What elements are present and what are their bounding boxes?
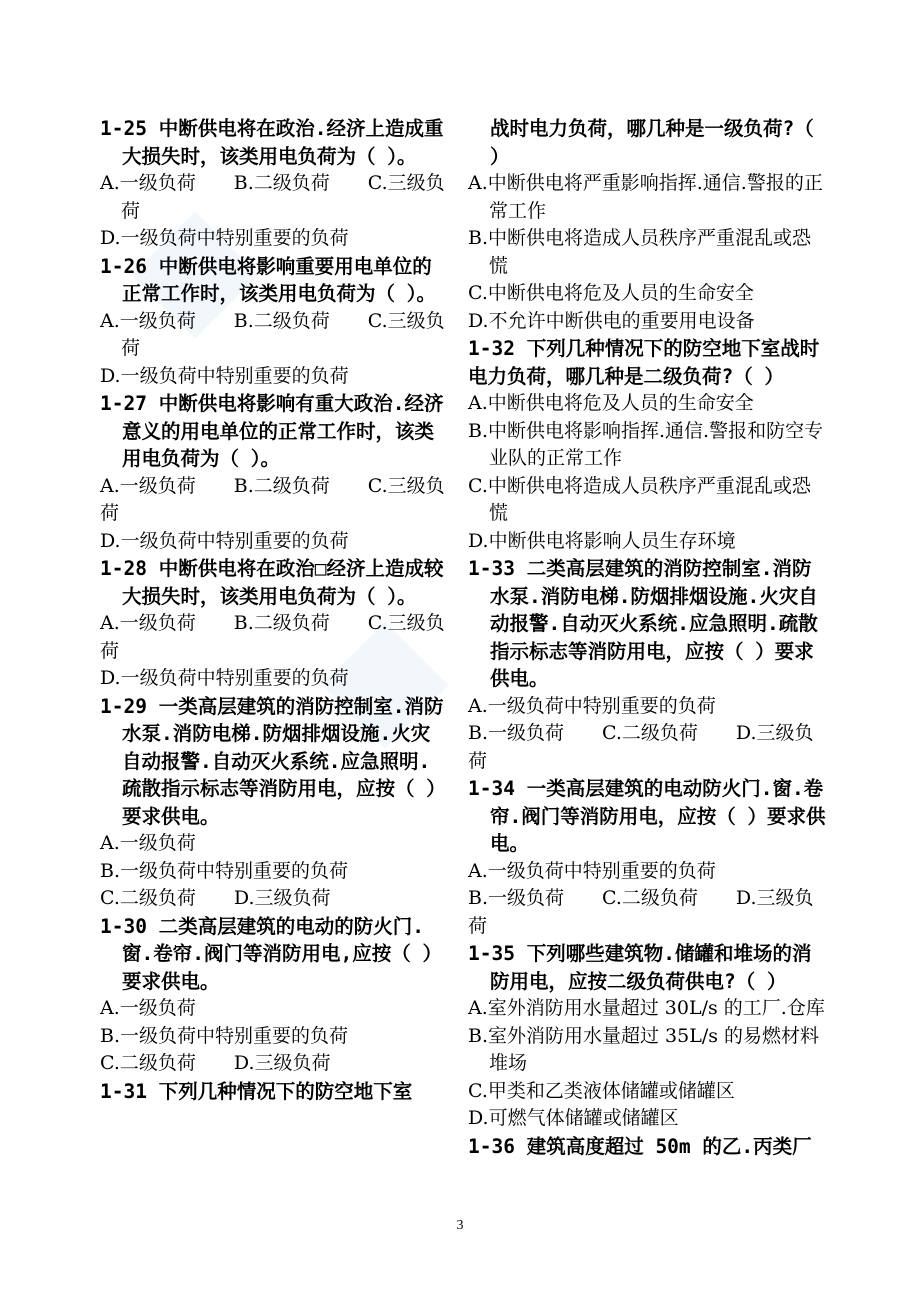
answer-option: A.一级负荷中特别重要的负荷 (468, 859, 716, 882)
answer-option: D.中断供电将影响人员生存环境 (468, 529, 736, 552)
question-text: 战时电力负荷，哪几种是一级负荷?（ ） (490, 117, 814, 168)
answer-option: C.中断供电将造成人员秩序严重混乱或恐慌 (468, 474, 811, 524)
answer-option: A.一级负荷 B.二级负荷 C.三级负荷 (100, 172, 445, 222)
answer-option: D.一级负荷中特别重要的负荷 (100, 364, 349, 387)
question-text: 1-28 中断供电将在政治□经济上造成较大损失时，该类用电负荷为（ ）。 (100, 557, 444, 608)
answer-option: B.一级负荷中特别重要的负荷 (100, 1024, 349, 1047)
question-text: 1-30 二类高层建筑的电动的防火门.窗.卷帘.阀门等消防用电,应按（ ）要求供电。 (100, 914, 442, 993)
page-number: 3 (456, 1218, 464, 1233)
answer-option: B.一级负荷 C.二级负荷 D.三级负荷 (468, 722, 814, 772)
answer-option: D.一级负荷中特别重要的负荷 (100, 227, 349, 249)
right-column (468, 115, 828, 1160)
answer-option: A.一级负荷 B.二级负荷 C.三级负荷 (100, 612, 445, 662)
question-text: 1-34 一类高层建筑的电动防火门.窗.卷帘.阀门等消防用电，应按（ ）要求供电。 (468, 777, 826, 855)
answer-option: B.室外消防用水量超过 35L/s 的易燃材料堆场 (468, 1024, 820, 1074)
answer-option: C.中断供电将危及人员的生命安全 (468, 282, 754, 304)
question-text: 1-35 下列哪些建筑物.储罐和堆场的消防用电，应按二级负荷供电?（ ） (468, 942, 812, 993)
answer-option: C.二级负荷 D.三级负荷 (100, 1052, 331, 1074)
question-text: 1-27 中断供电将影响有重大政治.经济意义的用电单位的正常工作时，该类用电负荷为（ ）。 (100, 392, 444, 470)
answer-option: B.中断供电将造成人员秩序严重混乱或恐慌 (468, 227, 812, 277)
answer-option: D.可燃气体储罐或储罐区 (468, 1107, 679, 1129)
answer-option: A.中断供电将严重影响指挥.通信.警报的正常工作 (468, 172, 823, 222)
answer-option: D.一级负荷中特别重要的负荷 (100, 529, 349, 552)
question-text: 1-29 一类高层建筑的消防控制室.消防水泵.消防电梯.防烟排烟设施.火灾自动报警.自动灭火系统.应急照明.疏散指示标志等消防用电，应按（ ）要求供电。 (100, 694, 444, 828)
answer-option: C.二级负荷 D.三级负荷 (100, 887, 331, 909)
question-text: 1-33 二类高层建筑的消防控制室.消防水泵.消防电梯.防烟排烟设施.火灾自动报警.自动灭火系统.应急照明.疏散指示标志等消防用电，应按（ ）要求供电。 (468, 557, 818, 690)
question-text: 1-32 下列几种情况下的防空地下室战时电力负荷，哪几种是二级负荷?（ ） (468, 337, 820, 388)
answer-option: A.一级负荷 B.二级负荷 C.三级负荷 (100, 474, 445, 524)
answer-option: D.不允许中断供电的重要用电设备 (468, 309, 755, 332)
question-text: 1-26 中断供电将影响重要用电单位的正常工作时，该类用电负荷为（ ）。 (100, 254, 436, 305)
question-text: 1-31 下列几种情况下的防空地下室 (100, 1079, 413, 1103)
left-column (100, 115, 445, 1105)
question-text: 1-25 中断供电将在政治.经济上造成重大损失时，该类用电负荷为（ ）。 (100, 117, 444, 168)
answer-option: B.一级负荷中特别重要的负荷 (100, 859, 349, 882)
answer-option: A.中断供电将危及人员的生命安全 (468, 392, 754, 414)
answer-option: C.甲类和乙类液体储罐或储罐区 (468, 1079, 735, 1102)
answer-option: A.一级负荷 (100, 997, 196, 1019)
answer-option: A.室外消防用水量超过 30L/s 的工厂.仓库 (468, 997, 825, 1019)
answer-option: D.一级负荷中特别重要的负荷 (100, 667, 349, 689)
answer-option: A.一级负荷 (100, 832, 196, 854)
answer-option: B.一级负荷 C.二级负荷 D.三级负荷 (468, 887, 814, 937)
answer-option: A.一级负荷 B.二级负荷 C.三级负荷 (100, 309, 445, 359)
answer-option: B.中断供电将影响指挥.通信.警报和防空专业队的正常工作 (468, 419, 824, 469)
answer-option: A.一级负荷中特别重要的负荷 (468, 694, 716, 717)
question-text: 1-36 建筑高度超过 50m 的乙.丙类厂 (468, 1134, 812, 1158)
